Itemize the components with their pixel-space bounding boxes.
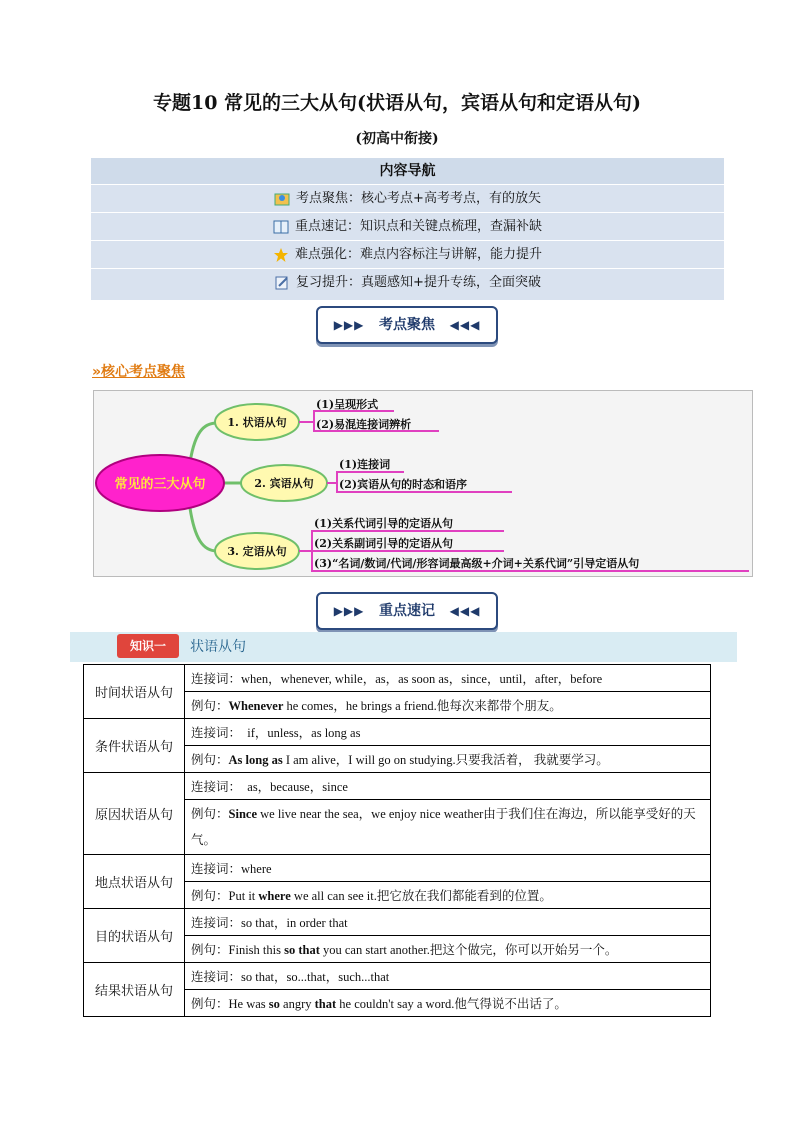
memo-banner-label: 重点速记	[379, 603, 435, 619]
example-text: he comes，he brings a friend.他每次来都带个朋友。	[283, 699, 562, 713]
example-cell	[185, 990, 711, 1017]
mind-map-leaf: (3)“名词/数词/代词/形容词最高级+介词+关系代词”引导定语从句	[314, 557, 640, 570]
map-icon	[274, 191, 290, 207]
mind-map	[93, 390, 753, 577]
page-subtitle: (初高中衔接)	[355, 131, 439, 147]
mind-map-branch-label: 1. 状语从句	[227, 416, 287, 429]
nav-item-memo	[91, 212, 724, 240]
nav-item-difficulty	[91, 240, 724, 268]
cell-prefix: 连接词：	[191, 916, 242, 930]
mind-map-leaf: (1)呈现形式	[316, 398, 379, 411]
table-row	[84, 773, 711, 800]
cell-prefix: 例句：	[191, 753, 229, 767]
clause-category: 地点状语从句	[84, 855, 185, 909]
example-keyword: Whenever	[228, 699, 284, 713]
nav-heading: 内容导航	[91, 158, 724, 184]
focus-banner-label: 考点聚焦	[379, 317, 435, 333]
table-row	[84, 963, 711, 990]
example-keyword: so that	[284, 943, 320, 957]
nav-item-text: 考点聚焦：核心考点+高考考点，有的放矢	[296, 191, 541, 206]
knowledge-label: 状语从句	[190, 639, 246, 655]
cell-prefix: 例句：	[191, 889, 229, 903]
example-cell	[185, 936, 711, 963]
clause-category: 目的状语从句	[84, 909, 185, 963]
connector-text: if，unless，as long as	[241, 726, 361, 740]
page-title: 专题10 常见的三大从句(状语从句，宾语从句和定语从句)	[152, 92, 642, 114]
table-row	[84, 665, 711, 692]
example-cell	[185, 800, 711, 855]
knowledge-tag: 知识一	[117, 634, 179, 658]
cell-prefix: 连接词：	[191, 726, 242, 740]
clause-category: 原因状语从句	[84, 773, 185, 855]
example-keyword: so	[268, 997, 280, 1011]
mind-map-leaf: (1)关系代词引导的定语从句	[314, 517, 454, 530]
example-text: you can start another.把这个做完，你可以开始另一个。	[319, 943, 618, 957]
connector-cell	[185, 773, 711, 800]
example-cell	[185, 692, 711, 719]
example-cell	[185, 746, 711, 773]
connector-cell	[185, 963, 711, 990]
book-icon	[273, 219, 289, 235]
clause-category: 条件状语从句	[84, 719, 185, 773]
connector-cell	[185, 855, 711, 882]
mind-map-leaf: (1)连接词	[339, 458, 391, 471]
arrows-right-icon: ▶▶▶	[333, 318, 365, 332]
clause-category: 时间状语从句	[84, 665, 185, 719]
clause-category: 结果状语从句	[84, 963, 185, 1017]
example-text: He was	[228, 997, 269, 1011]
example-text: Put it	[228, 889, 259, 903]
connector-cell	[185, 719, 711, 746]
content-navigation	[91, 158, 724, 300]
mind-map-branch-label: 2. 宾语从句	[254, 477, 314, 490]
cell-prefix: 连接词：	[191, 970, 242, 984]
nav-item-review	[91, 268, 724, 296]
cell-prefix: 连接词：	[191, 780, 242, 794]
table-row	[84, 719, 711, 746]
connector-text: so that，in order that	[241, 916, 348, 930]
arrows-left-icon: ◀◀◀	[449, 604, 481, 618]
arrows-right-icon: ▶▶▶	[333, 604, 365, 618]
clause-table	[83, 664, 711, 1017]
knowledge-bar	[70, 632, 737, 662]
mind-map-svg	[94, 391, 752, 576]
nav-item-text: 复习提升：真题感知+提升专练，全面突破	[296, 275, 541, 290]
nav-item-focus	[91, 184, 724, 212]
connector-text: when，whenever, while，as，as soon as，since，until，after，before	[241, 672, 603, 686]
cell-prefix: 例句：	[191, 699, 229, 713]
connector-text: where	[241, 862, 272, 876]
example-keyword: Since	[228, 807, 257, 821]
example-keyword: where	[258, 889, 291, 903]
cell-prefix: 例句：	[191, 807, 229, 821]
cell-prefix: 例句：	[191, 997, 229, 1011]
focus-banner	[316, 306, 498, 344]
edit-icon	[274, 275, 290, 291]
example-text: Finish this	[228, 943, 285, 957]
connector-text: as，because，since	[241, 780, 348, 794]
mind-map-branch-label: 3. 定语从句	[227, 545, 287, 558]
star-icon	[273, 247, 289, 263]
example-keyword: As long as	[228, 753, 283, 767]
mind-map-center-label: 常见的三大从句	[114, 477, 206, 492]
memo-banner	[316, 592, 498, 630]
cell-prefix: 连接词：	[191, 862, 242, 876]
mind-map-leaf: (2)易混连接词辨析	[316, 418, 412, 431]
connector-text: so that，so...that，such...that	[241, 970, 390, 984]
nav-item-text: 难点强化：难点内容标注与讲解，能力提升	[294, 247, 542, 262]
example-cell	[185, 882, 711, 909]
example-text: we live near the sea，we enjoy nice weather由于我们住在海边，所以能享受好的天气。	[191, 807, 696, 847]
table-row	[84, 909, 711, 936]
arrows-left-icon: ◀◀◀	[449, 318, 481, 332]
connector-cell	[185, 665, 711, 692]
cell-prefix: 连接词：	[191, 672, 242, 686]
example-text: I am alive，I will go on studying.只要我活着， 我就要学习。	[282, 753, 609, 767]
example-text: angry	[279, 997, 315, 1011]
nav-item-text: 重点速记：知识点和关键点梳理，查漏补缺	[294, 219, 542, 234]
example-text: we all can see it.把它放在我们都能看到的位置。	[290, 889, 552, 903]
core-section-heading: »核心考点聚焦	[92, 364, 186, 380]
connector-cell	[185, 909, 711, 936]
mind-map-leaf: (2)关系副词引导的定语从句	[314, 537, 454, 550]
table-row	[84, 855, 711, 882]
example-keyword: that	[314, 997, 337, 1011]
example-text: he couldn't say a word.他气得说不出话了。	[336, 997, 567, 1011]
cell-prefix: 例句：	[191, 943, 229, 957]
mind-map-leaf: (2)宾语从句的时态和语序	[339, 478, 468, 491]
